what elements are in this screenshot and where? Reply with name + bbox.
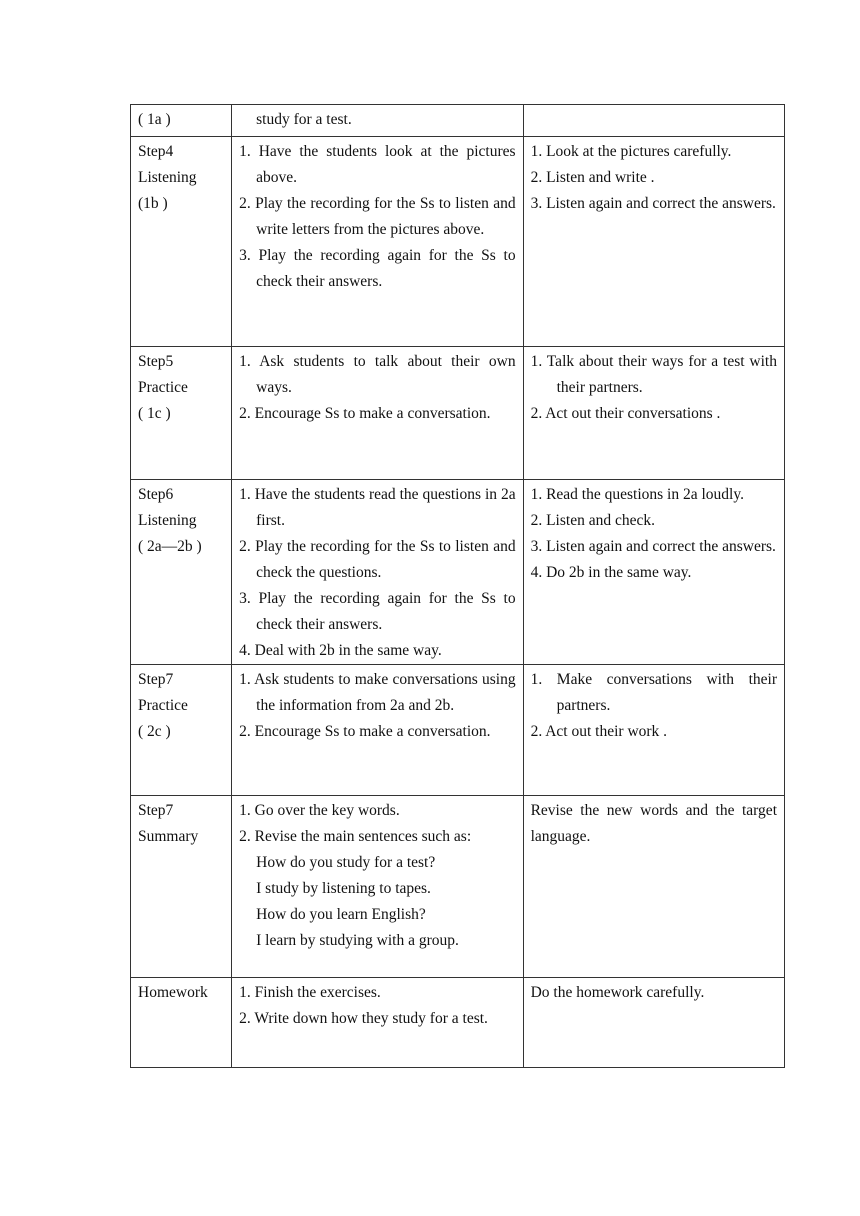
table-row [131, 978, 785, 1068]
step-label: ( 2a—2b ) [138, 538, 202, 555]
lesson-plan-table [130, 104, 785, 1068]
teacher-activity-cell [232, 480, 523, 665]
table-row [131, 665, 785, 796]
teacher-activity-item: 3. Play the recording again for the Ss to check their answers. [239, 247, 516, 290]
teacher-activity-cell [232, 137, 523, 347]
teacher-activity-item: 1. Have the students look at the pictures above. [239, 143, 516, 186]
step-cell [131, 978, 232, 1068]
student-activity-item: 2. Listen and check. [530, 512, 655, 529]
teacher-activity-cell [232, 796, 523, 978]
student-activity-cell [523, 480, 784, 665]
step-label: ( 1a ) [138, 111, 171, 128]
step-cell [131, 347, 232, 480]
student-activity-item: 1. Look at the pictures carefully. [530, 143, 732, 160]
student-activity-cell [523, 978, 784, 1068]
step-label: Listening [138, 512, 197, 529]
teacher-activity-cell [232, 665, 523, 796]
teacher-activity-item: 2. Play the recording for the Ss to listen and write letters from the pictures above. [239, 195, 516, 238]
step-label: Homework [138, 984, 208, 1001]
step-label: Step6 [138, 486, 174, 503]
student-activity-item: 1. Make conversations with their partners. [530, 671, 777, 714]
teacher-activity-cell [232, 347, 523, 480]
student-activity-item: Revise the new words and the target language. [530, 802, 777, 845]
teacher-activity-item: 2. Play the recording for the Ss to listen and check the questions. [239, 538, 516, 581]
teacher-activity-item: 2. Write down how they study for a test. [239, 1010, 488, 1027]
student-activity-cell [523, 105, 784, 137]
student-activity-cell [523, 665, 784, 796]
step-label: Practice [138, 697, 188, 714]
example-sentence: I study by listening to tapes. [256, 880, 431, 897]
step-cell [131, 796, 232, 978]
step-cell [131, 137, 232, 347]
teacher-activity-item: 3. Play the recording again for the Ss to check their answers. [239, 590, 516, 633]
teacher-activity-cell [232, 978, 523, 1068]
step-label: Practice [138, 379, 188, 396]
student-activity-item: 1. Talk about their ways for a test with their partners. [530, 353, 777, 396]
table-row [131, 105, 785, 137]
step-label: Summary [138, 828, 199, 845]
step-label: Step4 [138, 143, 174, 160]
student-activity-item: 3. Listen again and correct the answers. [530, 538, 776, 555]
teacher-activity-item: 1. Go over the key words. [239, 802, 400, 819]
teacher-activity-item: 4. Deal with 2b in the same way. [239, 642, 442, 659]
teacher-activity-item: 1. Ask students to talk about their own ways. [239, 353, 516, 396]
step-cell [131, 105, 232, 137]
example-sentence: How do you study for a test? [256, 854, 436, 871]
student-activity-item: 4. Do 2b in the same way. [530, 564, 692, 581]
table-row [131, 796, 785, 978]
teacher-activity-item: 1. Have the students read the questions in 2a first. [239, 486, 516, 529]
step-label: Step5 [138, 353, 174, 370]
student-activity-item: 2. Act out their work . [530, 723, 668, 740]
student-activity-item: 1. Read the questions in 2a loudly. [530, 486, 744, 503]
student-activity-item: 2. Act out their conversations . [530, 405, 721, 422]
step-label: Step7 [138, 802, 174, 819]
teacher-activity-item: 2. Encourage Ss to make a conversation. [239, 723, 491, 740]
step-label: ( 1c ) [138, 405, 171, 422]
example-sentence: I learn by studying with a group. [256, 932, 459, 949]
student-activity-item: 2. Listen and write . [530, 169, 655, 186]
step-label: ( 2c ) [138, 723, 171, 740]
table-row [131, 137, 785, 347]
step-cell [131, 480, 232, 665]
teacher-activity-item: 1. Finish the exercises. [239, 984, 381, 1001]
teacher-activity-item: 2. Encourage Ss to make a conversation. [239, 405, 491, 422]
step-label: (1b ) [138, 195, 168, 212]
step-label: Step7 [138, 671, 174, 688]
student-activity-cell [523, 137, 784, 347]
student-activity-item: Do the homework carefully. [530, 984, 705, 1001]
teacher-activity-item: 2. Revise the main sentences such as: [239, 828, 472, 845]
teacher-activity-item: study for a test. [256, 111, 352, 128]
step-label: Listening [138, 169, 197, 186]
example-sentence: How do you learn English? [256, 906, 426, 923]
student-activity-cell [523, 796, 784, 978]
student-activity-item: 3. Listen again and correct the answers. [530, 195, 776, 212]
table-row [131, 480, 785, 665]
teacher-activity-item: 1. Ask students to make conversations using the information from 2a and 2b. [239, 671, 516, 714]
teacher-activity-cell [232, 105, 523, 137]
student-activity-cell [523, 347, 784, 480]
table-row [131, 347, 785, 480]
step-cell [131, 665, 232, 796]
